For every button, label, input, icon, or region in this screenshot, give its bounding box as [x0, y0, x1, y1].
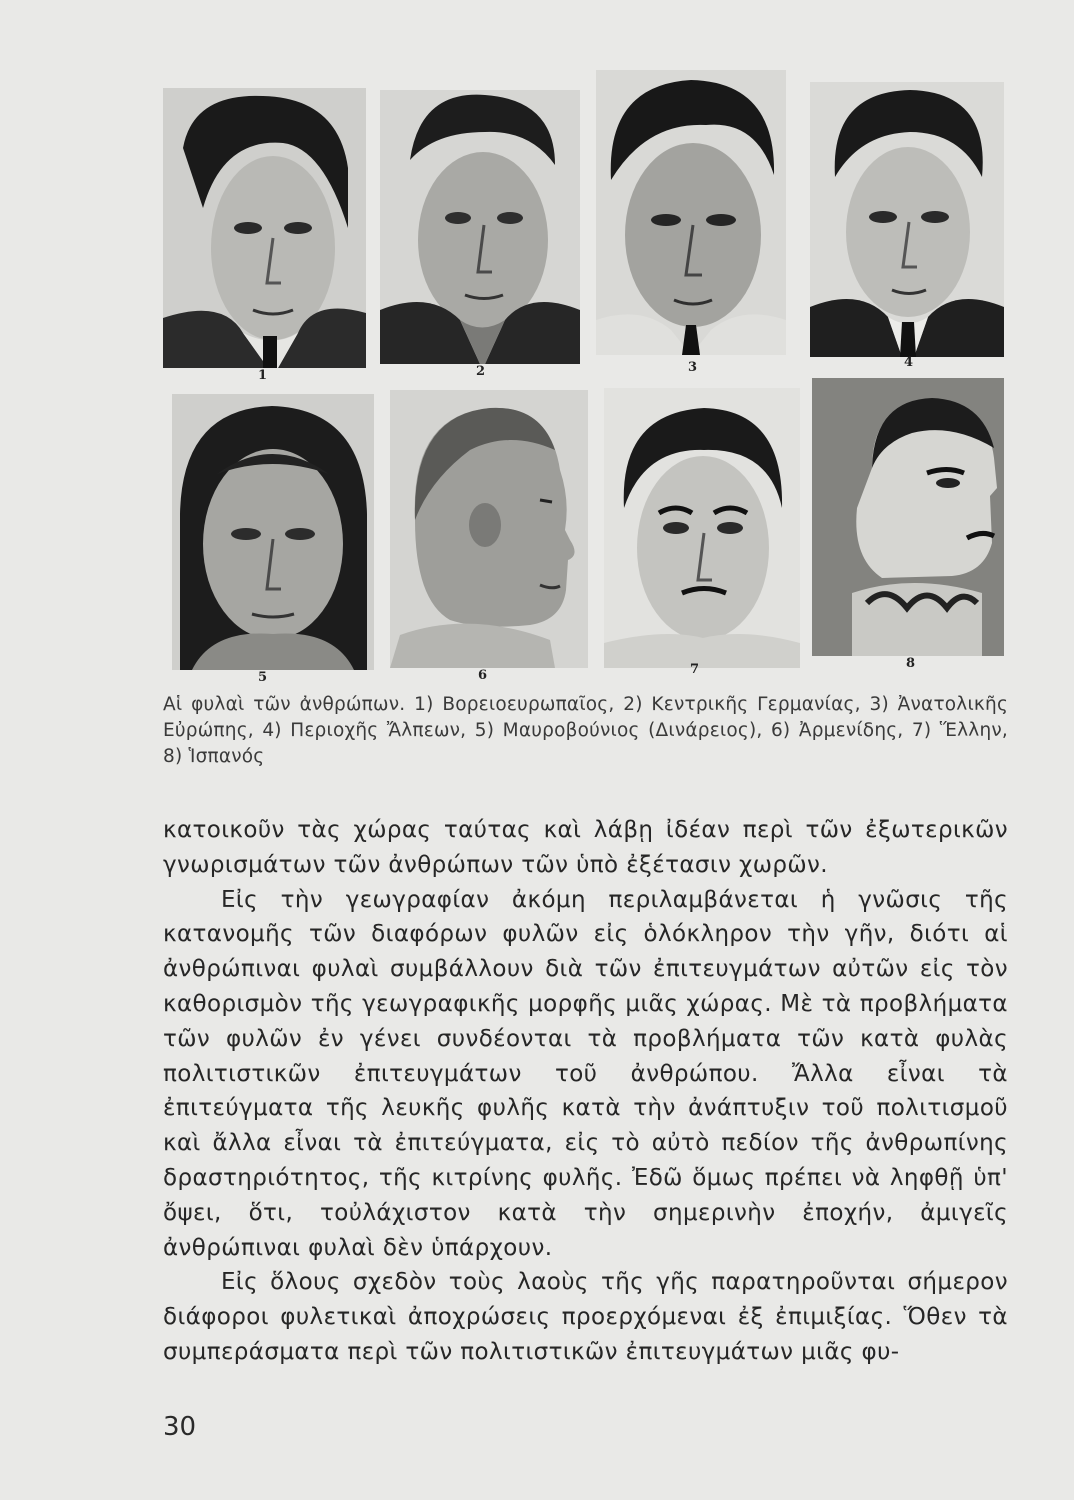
paragraph-3: Εἰς ὅλους σχεδὸν τοὺς λαοὺς τῆς γῆς παρατηροῦνται σήμερον διάφοροι φυλετικαὶ ἀποχρώσεις προερχόμεναι ἐξ ἐπιμιξίας. Ὅθεν τὰ συμπεράσματα περὶ τῶν πολιτιστικῶν ἐπιτευγμάτων μιᾶς φυ-	[163, 1269, 1008, 1365]
plate-number-1: 1	[258, 368, 268, 383]
portrait-4-image	[810, 82, 1004, 357]
plate-number-4: 4	[904, 355, 914, 370]
portrait-2-image	[380, 90, 580, 364]
portrait-photo-6	[390, 390, 588, 668]
plate-number-6: 6	[478, 668, 488, 683]
portrait-photo-5	[172, 394, 374, 670]
body-text	[163, 813, 1008, 1370]
portrait-6-image	[390, 390, 588, 668]
paragraph-1: κατοικοῦν τὰς χώρας ταύτας καὶ λάβῃ ἰδέαν περὶ τῶν ἐξωτερικῶν γνωρισμάτων τῶν ἀνθρώπων τῶν ὑπὸ ἐξέτασιν χωρῶν.	[163, 817, 1008, 878]
plate-number-7: 7	[690, 662, 700, 677]
plate-number-8: 8	[906, 656, 916, 671]
paragraph-2: Εἰς τὴν γεωγραφίαν ἀκόμη περιλαμβάνεται ἡ γνῶσις τῆς κατανομῆς τῶν διαφόρων φυλῶν εἰς ὁλόκληρον τὴν γῆν, διότι αἱ ἀνθρώπιναι φυλαὶ συμβάλλουν διὰ τῶν ἐπιτευγμάτων αὐτῶν εἰς τὸν καθορισμὸν τῆς γεωγραφικῆς μορφῆς μιᾶς χώρας. Μὲ τὰ προβλήματα τῶν φυλῶν ἐν γένει συνδέονται τὰ προβλήματα τῶν κατὰ φυλὰς πολιτιστικῶν ἐπιτευγμάτων τοῦ ἀνθρώπου. Ἄλλα εἶναι τὰ ἐπιτεύγματα τῆς λευκῆς φυλῆς κατὰ τὴν ἀνάπτυξιν τοῦ πολιτισμοῦ καὶ ἄλλα εἶναι τὰ ἐπιτεύγματα, εἰς τὸ αὐτὸ πεδίον τῆς ἀνθρωπίνης δραστηριότητος, τῆς κιτρίνης φυλῆς. Ἐδῶ ὅμως πρέπει νὰ ληφθῇ ὑπ' ὄψει, ὅτι, τοὐλάχιστον κατὰ τὴν σημερινὴν ἐποχήν, ἀμιγεῖς ἀνθρώπιναι φυλαὶ δὲν ὑπάρχουν.	[163, 886, 1008, 1261]
portrait-photo-4	[810, 82, 1004, 357]
portrait-photo-1	[163, 88, 366, 368]
portrait-photo-8	[812, 378, 1004, 656]
plate-number-2: 2	[476, 364, 486, 379]
portrait-photo-7	[604, 388, 800, 668]
portrait-photo-3	[596, 70, 786, 355]
portrait-5-image	[172, 394, 374, 670]
portrait-1-image	[163, 88, 366, 368]
portrait-7-image	[604, 388, 800, 668]
page-number: 30	[163, 1412, 197, 1442]
plate-number-5: 5	[258, 670, 268, 685]
portrait-3-image	[596, 70, 786, 355]
figure-caption: Αἱ φυλαὶ τῶν ἀνθρώπων. 1) Βορειοευρωπαῖος, 2) Κεντρικῆς Γερμανίας, 3) Ἀνατολικῆς Εὐρώπης, 4) Περιοχῆς Ἄλπεων, 5) Μαυροβούνιος (Δινάρειος), 6) Ἀρμενίδης, 7) Ἕλλην, 8) Ἱσπανός	[163, 694, 1008, 767]
plate-number-3: 3	[688, 360, 698, 375]
portrait-photo-2	[380, 90, 580, 364]
portrait-8-image	[812, 378, 1004, 656]
